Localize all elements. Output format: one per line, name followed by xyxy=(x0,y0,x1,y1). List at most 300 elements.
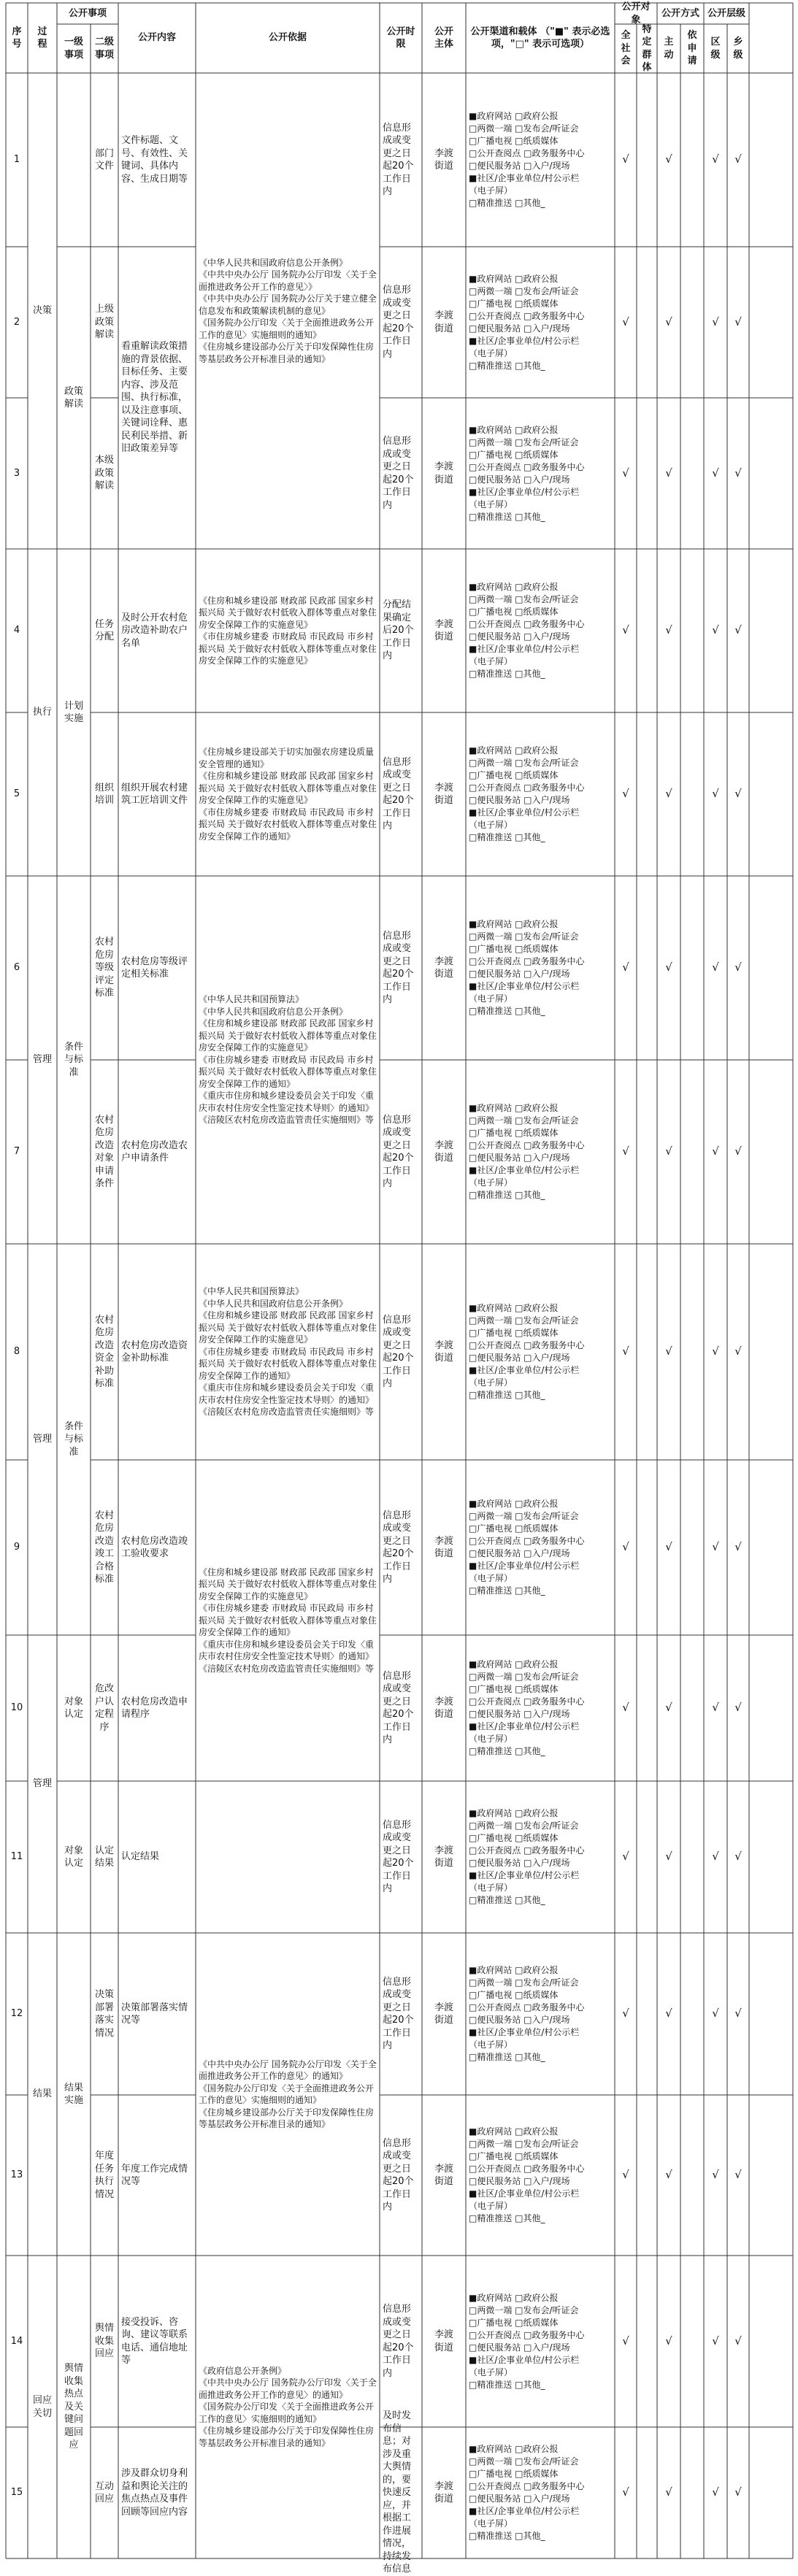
row-target-all-check-text: √ xyxy=(622,623,629,637)
row-level-district-check xyxy=(704,1933,727,2095)
level1-conditions-1-text: 条件 与标 准 xyxy=(64,1041,83,1078)
row-level-town-check-text: √ xyxy=(734,2334,742,2348)
row-number xyxy=(6,1460,28,1635)
header-extra xyxy=(749,3,793,73)
row-content-text: 农村危房等级评定相关标准 xyxy=(121,956,188,980)
row-target-specific xyxy=(637,876,657,1060)
header-process-text: 过 程 xyxy=(37,26,47,50)
row-number-text: 7 xyxy=(13,1146,20,1158)
row-number-text: 13 xyxy=(10,2169,23,2181)
row-extra xyxy=(749,1460,793,1635)
row-level2 xyxy=(91,1781,118,1933)
row-target-specific xyxy=(637,1781,657,1933)
row-method-active-check xyxy=(657,247,680,398)
header-subject-text: 公开 主体 xyxy=(434,26,453,50)
row-level-district-check-text: √ xyxy=(712,315,719,328)
row-channels xyxy=(466,1781,615,1933)
row-level2 xyxy=(91,1460,118,1635)
row-time xyxy=(380,2410,422,2575)
row-target-specific xyxy=(637,247,657,398)
process-management-1-text: 管理 xyxy=(32,1054,52,1066)
basis-5 xyxy=(196,712,380,876)
row-level2-text: 上级 政策 解读 xyxy=(94,304,114,341)
row-level-district-check-text: √ xyxy=(712,1540,719,1554)
row-extra xyxy=(749,1635,793,1781)
basis-6-7 xyxy=(196,876,380,1244)
row-subject-text: 李渡 街道 xyxy=(434,1339,453,1364)
row-channels-text: ■政府网站 □政府公报 □两微一端 □发布会/听证会 □广播电视 □纸质媒体 □公开查阅点 □政务服务中心 □便民服务站 □入户/现场 ■社区/企事业单位/村公示栏 （电子屏） □精准推送 □其他_ xyxy=(469,1103,585,1200)
header-level1-text: 一级 事项 xyxy=(64,36,83,61)
header-level-district xyxy=(704,24,727,73)
row-subject xyxy=(422,1244,466,1460)
row-method-apply xyxy=(680,2095,704,2256)
row-level-district-check xyxy=(704,2427,727,2558)
row-level-town-check-text: √ xyxy=(734,1345,742,1358)
row-method-active-check xyxy=(657,1244,680,1460)
row-number-text: 10 xyxy=(10,1702,23,1714)
row-channels xyxy=(466,1060,615,1244)
basis-12-13-text: 《中共中央办公厅 国务院办公厅印发〈关于全面推进政务公开工作的意见〉的通知》 《国务院办公厅印发〈关于全面推进政务公开工作的意见〉实施细则的通知》 《住房城乡建设部办公厅关于印发保障性住房等基层政务公开标准目录的通知》 xyxy=(199,2058,377,2129)
row-number-text: 11 xyxy=(10,1851,23,1863)
row-channels-text: ■政府网站 □政府公报 □两微一端 □发布会/听证会 □广播电视 □纸质媒体 □公开查阅点 □政务服务中心 □便民服务站 □入户/现场 ■社区/企事业单位/村公示栏 （电子屏） □精准推送 □其他_ xyxy=(469,2292,585,2390)
row-level2-text: 任务 分配 xyxy=(94,618,114,642)
row-method-apply xyxy=(680,247,704,398)
row-channels-text: ■政府网站 □政府公报 □两微一端 □发布会/听证会 □广播电视 □纸质媒体 □公开查阅点 □政务服务中心 □便民服务站 □入户/现场 ■社区/企事业单位/村公示栏 （电子屏） □精准推送 □其他_ xyxy=(469,2444,585,2541)
row-level-town-check-text: √ xyxy=(734,787,742,801)
row-target-all-check xyxy=(615,73,637,247)
row-subject xyxy=(422,1460,466,1635)
row-number xyxy=(6,2427,28,2558)
row-number xyxy=(6,1060,28,1244)
row-level-town-check xyxy=(727,73,749,247)
row-level-district-check-text: √ xyxy=(712,2485,719,2499)
header-process xyxy=(28,3,57,73)
level1-blank-1 xyxy=(57,73,91,247)
row-target-all-check-text: √ xyxy=(622,2485,629,2499)
row-subject xyxy=(422,876,466,1060)
row-subject-text: 李渡 街道 xyxy=(434,310,453,334)
row-level2 xyxy=(91,549,118,712)
row-level-district-check-text: √ xyxy=(712,153,719,166)
header-content xyxy=(118,3,196,73)
row-extra xyxy=(749,2095,793,2256)
row-channels xyxy=(466,247,615,398)
row-method-apply xyxy=(680,549,704,712)
header-target-specific-text: 特定 群体 xyxy=(642,23,652,73)
row-subject-text: 李渡 街道 xyxy=(434,1696,453,1720)
row-level-district-check xyxy=(704,2256,727,2427)
row-level-district-check-text: √ xyxy=(712,466,719,480)
header-channel-text: 公开渠道和载体 （"■" 表示必选项，"□" 表示可选项） xyxy=(470,26,610,50)
row-time xyxy=(380,2256,422,2427)
row-number-text: 3 xyxy=(13,467,20,479)
row-extra xyxy=(749,1060,793,1244)
row-subject-text: 李渡 街道 xyxy=(434,2163,453,2187)
row-level2 xyxy=(91,2427,118,2558)
row-target-all-check xyxy=(615,1933,637,2095)
row-content xyxy=(118,1460,196,1635)
row-method-active-check-text: √ xyxy=(665,787,672,801)
row-level-town-check xyxy=(727,398,749,549)
row-subject-text: 李渡 街道 xyxy=(434,147,453,172)
basis-9-10 xyxy=(196,1460,380,1781)
row-level-town-check xyxy=(727,876,749,1060)
row-time-text: 分配结果确定后20个工作日内 xyxy=(383,599,414,662)
row-time xyxy=(380,1635,422,1781)
row-method-active-check xyxy=(657,1460,680,1635)
row-method-active-check xyxy=(657,2095,680,2256)
row-time xyxy=(380,1933,422,2095)
header-public-items-text: 公开事项 xyxy=(68,7,107,19)
row-extra xyxy=(749,1933,793,2095)
header-channel xyxy=(466,3,615,73)
row-level-district-check-text: √ xyxy=(712,1850,719,1864)
row-method-active-check xyxy=(657,2256,680,2427)
row-content-text: 决策部署落实情况等 xyxy=(121,2002,188,2026)
row-level2-text: 农村 危房 改造 对象 申请 条件 xyxy=(94,1114,114,1189)
row-level2 xyxy=(91,398,118,549)
row-target-all-check-text: √ xyxy=(622,1540,629,1554)
process-management-2 xyxy=(28,1244,57,1635)
row-method-active-check xyxy=(657,1781,680,1933)
row-subject xyxy=(422,712,466,876)
level1-object-2 xyxy=(57,1781,91,1933)
row-content-text: 农村危房改造农户申请条件 xyxy=(121,1139,188,1164)
row-method-active-check-text: √ xyxy=(665,2334,672,2348)
row-target-specific xyxy=(637,1060,657,1244)
row-target-all-check-text: √ xyxy=(622,2007,629,2021)
level1-plan xyxy=(57,549,91,876)
row-time-text: 信息形成或变更之日起20个工作日内 xyxy=(383,1114,414,1189)
row-number-text: 5 xyxy=(13,788,20,800)
row-subject-text: 李渡 街道 xyxy=(434,782,453,806)
row-method-active-check-text: √ xyxy=(665,466,672,480)
row-subject-text: 李渡 街道 xyxy=(434,618,453,642)
row-extra xyxy=(749,73,793,247)
row-level-town-check xyxy=(727,2427,749,2558)
row-level-town-check xyxy=(727,2256,749,2427)
row-number-text: 2 xyxy=(13,316,20,328)
row-level2 xyxy=(91,1244,118,1460)
row-level-district-check xyxy=(704,1460,727,1635)
row-extra xyxy=(749,876,793,1060)
row-content xyxy=(118,1781,196,1933)
row-channels-text: ■政府网站 □政府公报 □两微一端 □发布会/听证会 □广播电视 □纸质媒体 □公开查阅点 □政务服务中心 □便民服务站 □入户/现场 ■社区/企事业单位/村公示栏 （电子屏） □精准推送 □其他_ xyxy=(469,1808,585,1905)
row-method-apply xyxy=(680,2427,704,2558)
row-level-district-check xyxy=(704,1781,727,1933)
row-number xyxy=(6,2095,28,2256)
row-channels-text: ■政府网站 □政府公报 □两微一端 □发布会/听证会 □广播电视 □纸质媒体 □公开查阅点 □政务服务中心 □便民服务站 □入户/现场 ■社区/企事业单位/村公示栏 （电子屏） □精准推送 □其他_ xyxy=(469,919,585,1016)
header-level2 xyxy=(91,24,118,73)
row-method-apply xyxy=(680,1933,704,2095)
header-method-active-text: 主动 xyxy=(664,36,674,61)
header-method-apply xyxy=(680,24,704,73)
basis-6-7-text: 《中华人民共和国预算法》 《中华人民共和国政府信息公开条例》 《住房和城乡建设部 财政部 民政部 国家乡村振兴局 关于做好农村低收入群体等重点对象住房安全保障工作的实施意见》 《市住房城乡建委 市财政局 市民政局 市乡村振兴局 关于做好农村低收入群体等重点对象住房安全保障工作的通知》 《重庆市住房和城乡建设委员会关于印发〈重庆市农村住房安全性鉴定技术导则〉的通知》 《涪陵区农村危房改造监管责任实施细则》等 xyxy=(199,994,377,1126)
row-time-text: 信息形成或变更之日起20个工作日内 xyxy=(383,2137,414,2212)
row-target-specific xyxy=(637,1635,657,1781)
row-content-text: 组织开展农村建筑工匠培训文件 xyxy=(121,782,188,806)
row-channels xyxy=(466,712,615,876)
row-content-text: 及时公开农村危房改造补助农户名单 xyxy=(121,612,188,649)
level1-hotspot-text: 舆情 收集 热点 及关 键问 题回 应 xyxy=(64,2363,83,2451)
row-content-text: 接受投诉、咨询、建议等联系电话、通信地址等 xyxy=(121,2316,188,2366)
row-subject xyxy=(422,247,466,398)
row-number-text: 6 xyxy=(13,962,20,974)
row-target-specific xyxy=(637,2256,657,2427)
row-number xyxy=(6,712,28,876)
row-channels-text: ■政府网站 □政府公报 □两微一端 □发布会/听证会 □广播电视 □纸质媒体 □公开查阅点 □政务服务中心 □便民服务站 □入户/现场 ■社区/企事业单位/村公示栏 （电子屏） □精准推送 □其他_ xyxy=(469,745,585,842)
row-level2-text: 部门 文件 xyxy=(94,147,114,172)
row-subject-text: 李渡 街道 xyxy=(434,461,453,485)
row-time-text: 信息形成或变更之日起20个工作日内 xyxy=(383,2304,414,2379)
row-time xyxy=(380,73,422,247)
row-time xyxy=(380,1244,422,1460)
row-content xyxy=(118,549,196,712)
row-target-all-check xyxy=(615,1781,637,1933)
row-content xyxy=(118,73,196,247)
row-method-apply xyxy=(680,876,704,1060)
row-level-town-check-text: √ xyxy=(734,153,742,166)
row-number xyxy=(6,1781,28,1933)
header-seq xyxy=(6,3,28,73)
row-channels-text: ■政府网站 □政府公报 □两微一端 □发布会/听证会 □广播电视 □纸质媒体 □公开查阅点 □政务服务中心 □便民服务站 □入户/现场 ■社区/企事业单位/村公示栏 （电子屏） □精准推送 □其他_ xyxy=(469,2126,585,2223)
row-level-district-check-text: √ xyxy=(712,2007,719,2021)
row-level-district-check-text: √ xyxy=(712,2168,719,2182)
row-level-town-check-text: √ xyxy=(734,2168,742,2182)
row-content-merged xyxy=(118,247,196,549)
row-level2-text: 农村 危房 改造 资金 补助 标准 xyxy=(94,1314,114,1389)
process-management-3 xyxy=(28,1635,57,1933)
basis-8 xyxy=(196,1244,380,1460)
level1-policy xyxy=(57,247,91,549)
process-decision xyxy=(28,73,57,549)
row-time xyxy=(380,2095,422,2256)
row-level-town-check xyxy=(727,1635,749,1781)
level1-policy-text: 政策 解读 xyxy=(64,385,83,410)
row-target-all-check-text: √ xyxy=(622,1145,629,1158)
header-level-town-text: 乡级 xyxy=(733,36,743,61)
row-content xyxy=(118,1244,196,1460)
row-level-district-check xyxy=(704,876,727,1060)
row-content xyxy=(118,2095,196,2256)
row-method-active-check-text: √ xyxy=(665,1145,672,1158)
row-channels-text: ■政府网站 □政府公报 □两微一端 □发布会/听证会 □广播电视 □纸质媒体 □公开查阅点 □政务服务中心 □便民服务站 □入户/现场 ■社区/企事业单位/村公示栏 （电子屏） □精准推送 □其他_ xyxy=(469,111,585,208)
row-content-text: 农村危房改造资金补助标准 xyxy=(121,1339,188,1364)
row-level2-text: 农村 危房 改造 竣工 合格 标准 xyxy=(94,1510,114,1585)
header-seq-text: 序 号 xyxy=(12,26,22,50)
row-channels-text: ■政府网站 □政府公报 □两微一端 □发布会/听证会 □广播电视 □纸质媒体 □公开查阅点 □政务服务中心 □便民服务站 □入户/现场 ■社区/企事业单位/村公示栏 （电子屏） □精准推送 □其他_ xyxy=(469,1965,585,2062)
row-level-town-check xyxy=(727,549,749,712)
row-subject-text: 李渡 街道 xyxy=(434,2002,453,2026)
header-subject xyxy=(422,3,466,73)
row-level2 xyxy=(91,247,118,398)
row-channels xyxy=(466,876,615,1060)
row-content-text: 年度工作完成情况等 xyxy=(121,2163,188,2187)
row-target-all-check xyxy=(615,712,637,876)
header-time xyxy=(380,3,422,73)
basis-8-text: 《中华人民共和国预算法》 《中华人民共和国政府信息公开条例》 《住房和城乡建设部 财政部 民政部 国家乡村振兴局 关于做好农村低收入群体等重点对象住房安全保障工作的实施意见》 《市住房城乡建委 市财政局 市民政局 市乡村振兴局 关于做好农村低收入群体等重点对象住房安全保障工作的通知》 《重庆市住房和城乡建设委员会关于印发〈重庆市农村住房安全性鉴定技术导则〉的通知》 《涪陵区农村危房改造监管责任实施细则》等 xyxy=(199,1286,377,1418)
row-method-active-check-text: √ xyxy=(665,153,672,166)
row-number-text: 9 xyxy=(13,1542,20,1553)
basis-9-10-text: 《住房和城乡建设部 财政部 民政部 国家乡村振兴局 关于做好农村低收入群体等重点对象住房安全保障工作的实施意见》 《市住房城乡建委 市财政局 市民政局 市乡村振兴局 关于做好农村低收入群体等重点对象住房安全保障工作的通知》 《重庆市住房和城乡建设委员会关于印发〈重庆市农村住房安全性鉴定技术导则〉的通知》 《涪陵区农村危房改造监管责任实施细则》等 xyxy=(199,1566,377,1674)
row-number-text: 8 xyxy=(13,1346,20,1358)
row-channels-text: ■政府网站 □政府公报 □两微一端 □发布会/听证会 □广播电视 □纸质媒体 □公开查阅点 □政务服务中心 □便民服务站 □入户/现场 ■社区/企事业单位/村公示栏 （电子屏） □精准推送 □其他_ xyxy=(469,424,585,522)
row-target-all-check-text: √ xyxy=(622,153,629,166)
row-channels xyxy=(466,1933,615,2095)
process-management-2-text: 管理 xyxy=(32,1434,52,1445)
row-content xyxy=(118,2427,196,2558)
row-level-town-check-text: √ xyxy=(734,1540,742,1554)
row-extra xyxy=(749,1244,793,1460)
row-target-all-check xyxy=(615,2256,637,2427)
row-subject xyxy=(422,1781,466,1933)
row-level-district-check-text: √ xyxy=(712,2334,719,2348)
level1-conditions-1 xyxy=(57,876,91,1244)
row-target-all-check xyxy=(615,549,637,712)
row-time-text: 信息形成或变更之日起20个工作日内 xyxy=(383,122,414,197)
basis-1-3 xyxy=(196,73,380,549)
row-target-all-check xyxy=(615,2095,637,2256)
row-level-town-check-text: √ xyxy=(734,1145,742,1158)
header-basis xyxy=(196,3,380,73)
row-number-text: 1 xyxy=(13,154,20,166)
basis-4-text: 《住房和城乡建设部 财政部 民政部 国家乡村振兴局 关于做好农村低收入群体等重点对象住房安全保障工作的实施意见》 《市住房城乡建委 市财政局 市民政局 市乡村振兴局 关于做好农村低收入群体等重点对象住房安全保障工作的实施意见》 xyxy=(199,595,377,666)
row-target-all-check-text: √ xyxy=(622,1345,629,1358)
row-target-specific xyxy=(637,549,657,712)
row-channels-text: ■政府网站 □政府公报 □两微一端 □发布会/听证会 □广播电视 □纸质媒体 □公开查阅点 □政务服务中心 □便民服务站 □入户/现场 ■社区/企事业单位/村公示栏 （电子屏） □精准推送 □其他_ xyxy=(469,273,585,371)
row-target-all-check xyxy=(615,1460,637,1635)
row-extra xyxy=(749,2427,793,2558)
row-method-apply xyxy=(680,2256,704,2427)
row-level-district-check-text: √ xyxy=(712,1701,719,1715)
row-level-town-check-text: √ xyxy=(734,466,742,480)
row-method-active-check-text: √ xyxy=(665,2007,672,2021)
row-subject xyxy=(422,398,466,549)
row-method-active-check xyxy=(657,712,680,876)
row-level-town-check xyxy=(727,2095,749,2256)
row-level2-text: 本级 政策 解读 xyxy=(94,455,114,492)
row-method-active-check-text: √ xyxy=(665,1701,672,1715)
row-target-specific xyxy=(637,2095,657,2256)
header-level-text: 公开层级 xyxy=(707,7,745,19)
row-level2 xyxy=(91,876,118,1060)
row-target-all-check-text: √ xyxy=(622,787,629,801)
row-level-town-check-text: √ xyxy=(734,2007,742,2021)
header-target-all xyxy=(615,24,637,73)
row-level-district-check xyxy=(704,398,727,549)
row-target-all-check-text: √ xyxy=(622,1701,629,1715)
row-time xyxy=(380,549,422,712)
row-channels-text: ■政府网站 □政府公报 □两微一端 □发布会/听证会 □广播电视 □纸质媒体 □公开查阅点 □政务服务中心 □便民服务站 □入户/现场 ■社区/企事业单位/村公示栏 （电子屏） □精准推送 □其他_ xyxy=(469,582,585,679)
process-management-1 xyxy=(28,876,57,1244)
row-level-town-check-text: √ xyxy=(734,1701,742,1715)
row-method-active-check xyxy=(657,1060,680,1244)
level1-conditions-2-text: 条件 与标 准 xyxy=(64,1420,83,1458)
row-level-district-check-text: √ xyxy=(712,961,719,974)
row-level2 xyxy=(91,1933,118,2095)
level1-conditions-2 xyxy=(57,1244,91,1635)
row-subject xyxy=(422,1933,466,2095)
row-extra xyxy=(749,549,793,712)
row-method-apply xyxy=(680,1460,704,1635)
row-method-active-check xyxy=(657,876,680,1060)
row-level2 xyxy=(91,73,118,247)
row-time-text: 及时发布信息；对涉及重大舆情的，要快速反应，并根据工作进展情况，持续发布信息 xyxy=(383,2410,412,2575)
row-method-apply xyxy=(680,1781,704,1933)
row-content xyxy=(118,1635,196,1781)
row-level-town-check xyxy=(727,1060,749,1244)
row-extra xyxy=(749,1781,793,1933)
level1-plan-text: 计划 实施 xyxy=(64,700,83,724)
row-number xyxy=(6,398,28,549)
row-channels-text: ■政府网站 □政府公报 □两微一端 □发布会/听证会 □广播电视 □纸质媒体 □公开查阅点 □政务服务中心 □便民服务站 □入户/现场 ■社区/企事业单位/村公示栏 （电子屏） □精准推送 □其他_ xyxy=(469,1499,585,1596)
row-time-text: 信息形成或变更之日起20个工作日内 xyxy=(383,1510,414,1585)
row-time-text: 信息形成或变更之日起20个工作日内 xyxy=(383,436,414,511)
header-level2-text: 二级 事项 xyxy=(94,36,114,61)
row-method-active-check-text: √ xyxy=(665,2485,672,2499)
row-level-district-check xyxy=(704,712,727,876)
row-method-active-check xyxy=(657,1933,680,2095)
row-number xyxy=(6,73,28,247)
row-level-district-check xyxy=(704,73,727,247)
row-subject xyxy=(422,2095,466,2256)
row-target-specific xyxy=(637,712,657,876)
row-level-district-check xyxy=(704,1244,727,1460)
row-content-merged-text: 看重解读政策措施的背景依据、目标任务、主要内容、涉及范围、执行标准，以及注意事项、关键词诠释、惠民利民举措、新旧政策差异等 xyxy=(121,341,188,455)
row-number-text: 15 xyxy=(10,2487,23,2499)
row-target-all-check xyxy=(615,247,637,398)
row-target-all-check xyxy=(615,876,637,1060)
row-time xyxy=(380,1060,422,1244)
row-time-text: 信息形成或变更之日起20个工作日内 xyxy=(383,756,414,831)
basis-12-13 xyxy=(196,1933,380,2256)
row-time-text: 信息形成或变更之日起20个工作日内 xyxy=(383,930,414,1005)
row-subject xyxy=(422,1060,466,1244)
row-channels xyxy=(466,1244,615,1460)
row-channels xyxy=(466,2427,615,2558)
row-target-all-check-text: √ xyxy=(622,961,629,974)
row-number-text: 12 xyxy=(10,2008,23,2020)
basis-14-15 xyxy=(196,2256,380,2558)
row-level2 xyxy=(91,1060,118,1244)
row-level-district-check-text: √ xyxy=(712,1145,719,1158)
row-level-town-check xyxy=(727,1460,749,1635)
row-method-active-check xyxy=(657,549,680,712)
row-channels xyxy=(466,1635,615,1781)
row-subject xyxy=(422,549,466,712)
level1-results xyxy=(57,1933,91,2256)
row-subject xyxy=(422,2256,466,2427)
row-content xyxy=(118,1933,196,2095)
row-method-active-check-text: √ xyxy=(665,1345,672,1358)
header-level-town xyxy=(727,24,749,73)
header-public-items xyxy=(57,3,118,24)
row-target-specific xyxy=(637,2427,657,2558)
row-method-apply xyxy=(680,1244,704,1460)
row-target-specific xyxy=(637,398,657,549)
row-extra xyxy=(749,2256,793,2427)
process-decision-text: 决策 xyxy=(32,305,52,317)
row-level-district-check xyxy=(704,1060,727,1244)
row-level2-text: 危改 户认 定程 序 xyxy=(94,1683,114,1733)
row-level-town-check-text: √ xyxy=(734,2485,742,2499)
level1-hotspot xyxy=(57,2256,91,2558)
header-target-text: 公开对象 xyxy=(621,1,651,26)
header-method-apply-text: 依申 请 xyxy=(687,30,697,67)
basis-11 xyxy=(196,1781,380,1933)
row-number xyxy=(6,2256,28,2427)
row-channels xyxy=(466,73,615,247)
